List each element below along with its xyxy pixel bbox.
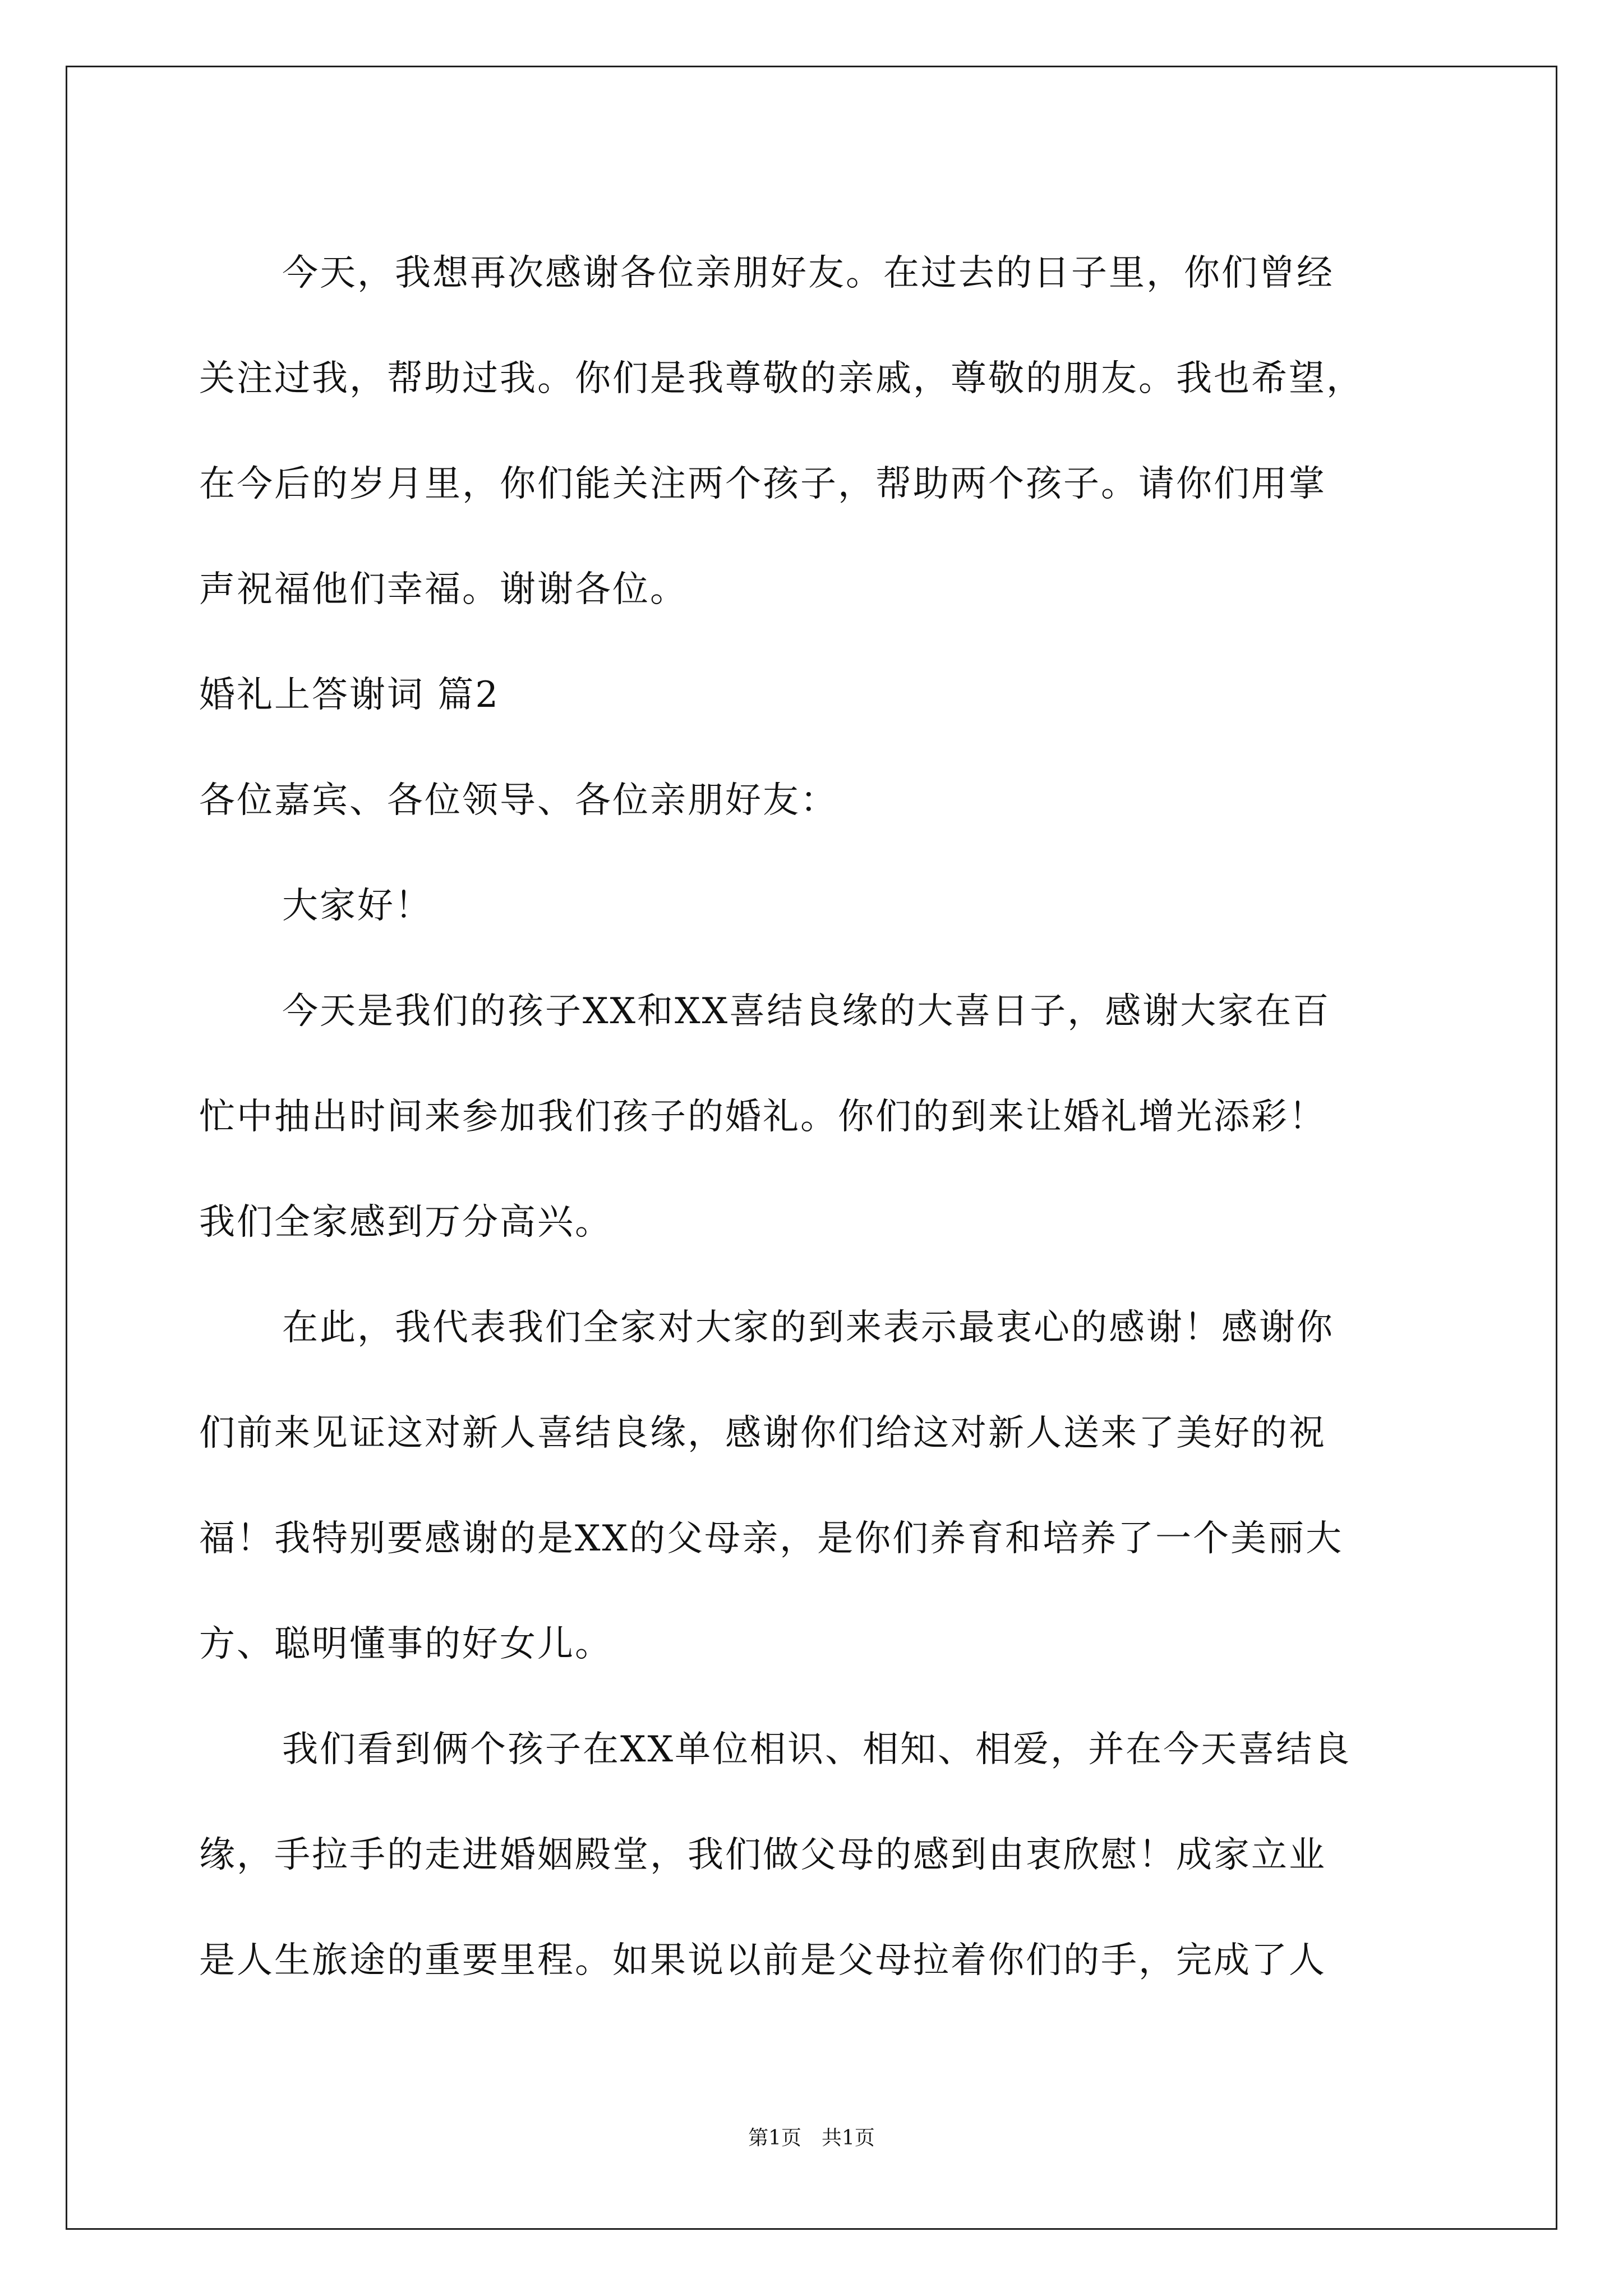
paragraph-line: 们前来见证这对新人喜结良缘，感谢你们给这对新人送来了美好的祝: [199, 1412, 1326, 1454]
paragraph-line: 缘，手拉手的走进婚姻殿堂，我们做父母的感到由衷欣慰！成家立业: [199, 1834, 1326, 1876]
salutation: 各位嘉宾、各位领导、各位亲朋好友：: [199, 780, 838, 821]
paragraph-line: 关注过我，帮助过我。你们是我尊敬的亲戚，尊敬的朋友。我也希望，: [199, 358, 1364, 399]
paragraph-line: 今天是我们的孩子XX和XX喜结良缘的大喜日子，感谢大家在百: [282, 991, 1331, 1032]
paragraph-line: 方、聪明懂事的好女儿。: [199, 1623, 612, 1665]
greeting-line: 大家好！: [282, 885, 432, 927]
paragraph-line: 在此，我代表我们全家对大家的到来表示最衷心的感谢！感谢你: [282, 1307, 1334, 1349]
paragraph-line: 是人生旅途的重要里程。如果说以前是父母拉着你们的手，完成了人: [199, 1940, 1326, 1981]
paragraph-line: 我们看到俩个孩子在XX单位相识、相知、相爱，并在今天喜结良: [282, 1729, 1352, 1770]
document-body: [199, 220, 1453, 2013]
paragraph-line: 声祝福他们幸福。谢谢各位。: [199, 569, 688, 610]
paragraph-line: 忙中抽出时间来参加我们孩子的婚礼。你们的到来让婚礼增光添彩！: [199, 1096, 1326, 1138]
paragraph-line: 在今后的岁月里，你们能关注两个孩子，帮助两个孩子。请你们用掌: [199, 463, 1326, 505]
paragraph-line: 今天，我想再次感谢各位亲朋好友。在过去的日子里，你们曾经: [282, 252, 1334, 294]
paragraph-line: 福！我特别要感谢的是XX的父母亲，是你们养育和培养了一个美丽大: [199, 1518, 1344, 1559]
section-heading: 婚礼上答谢词 篇2: [199, 674, 500, 716]
page-number-footer: 第1页 共1页: [748, 2127, 875, 2150]
paragraph-line: 我们全家感到万分高兴。: [199, 1202, 612, 1243]
